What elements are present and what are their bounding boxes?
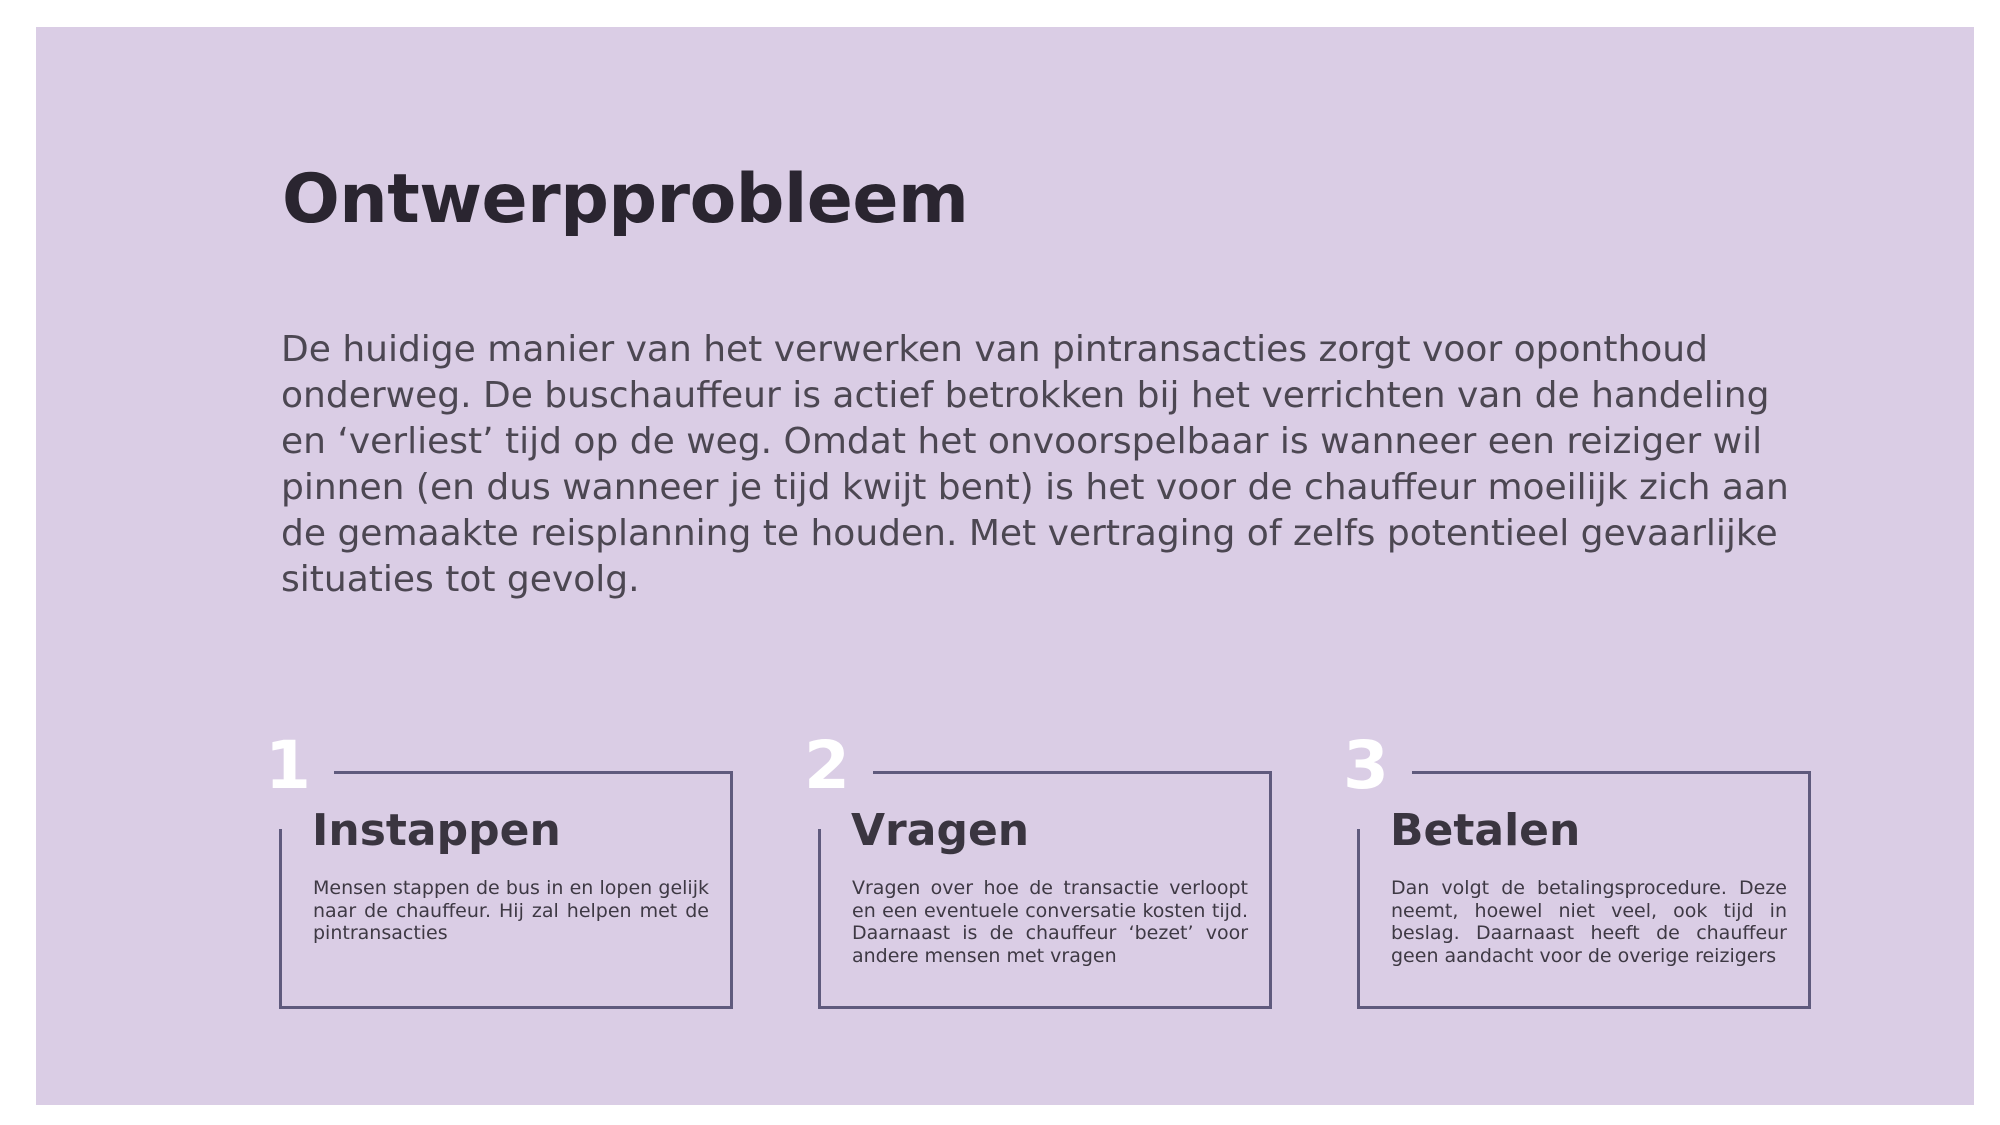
step-description: Mensen stappen de bus in en lopen gelijk naar de chauffeur. Hij zal helpen met de pintransacties: [313, 877, 709, 944]
step-number: 3: [1343, 727, 1389, 804]
page-title: Ontwerpprobleem: [282, 160, 969, 239]
step-number: 2: [804, 727, 850, 804]
step-number: 1: [265, 727, 311, 804]
step-card-betalen: [1343, 727, 1811, 1009]
step-title: Vragen: [851, 805, 1030, 856]
step-card-vragen: [804, 727, 1272, 1009]
slide: [36, 27, 1974, 1105]
step-title: Betalen: [1390, 805, 1581, 856]
intro-paragraph: De huidige manier van het verwerken van pintransacties zorgt voor oponthoud onderweg. De buschauffeur is actief betrokken bij het verrichten van de handeling en ‘verliest’ tijd op de weg. Omdat het onvoorspelbaar is wanneer een reiziger wil pinnen (en dus wanneer je tijd kwijt bent) is het voor de chauffeur moeilijk zich aan de gemaakte reisplanning te houden. Met vertraging of zelfs potentieel gevaarlijke situaties tot gevolg.: [281, 329, 1789, 600]
step-card-instappen: [265, 727, 733, 1009]
step-description: Vragen over hoe de transactie verloopt en een eventuele conversatie kosten tijd. Daarnaast is de chauffeur ‘bezet’ voor andere mensen met vragen: [852, 877, 1248, 967]
step-title: Instappen: [312, 805, 561, 856]
step-description: Dan volgt de betalingsprocedure. Deze neemt, hoewel niet veel, ook tijd in beslag. Daarnaast heeft de chauffeur geen aandacht voor de overige reizigers: [1391, 877, 1787, 967]
